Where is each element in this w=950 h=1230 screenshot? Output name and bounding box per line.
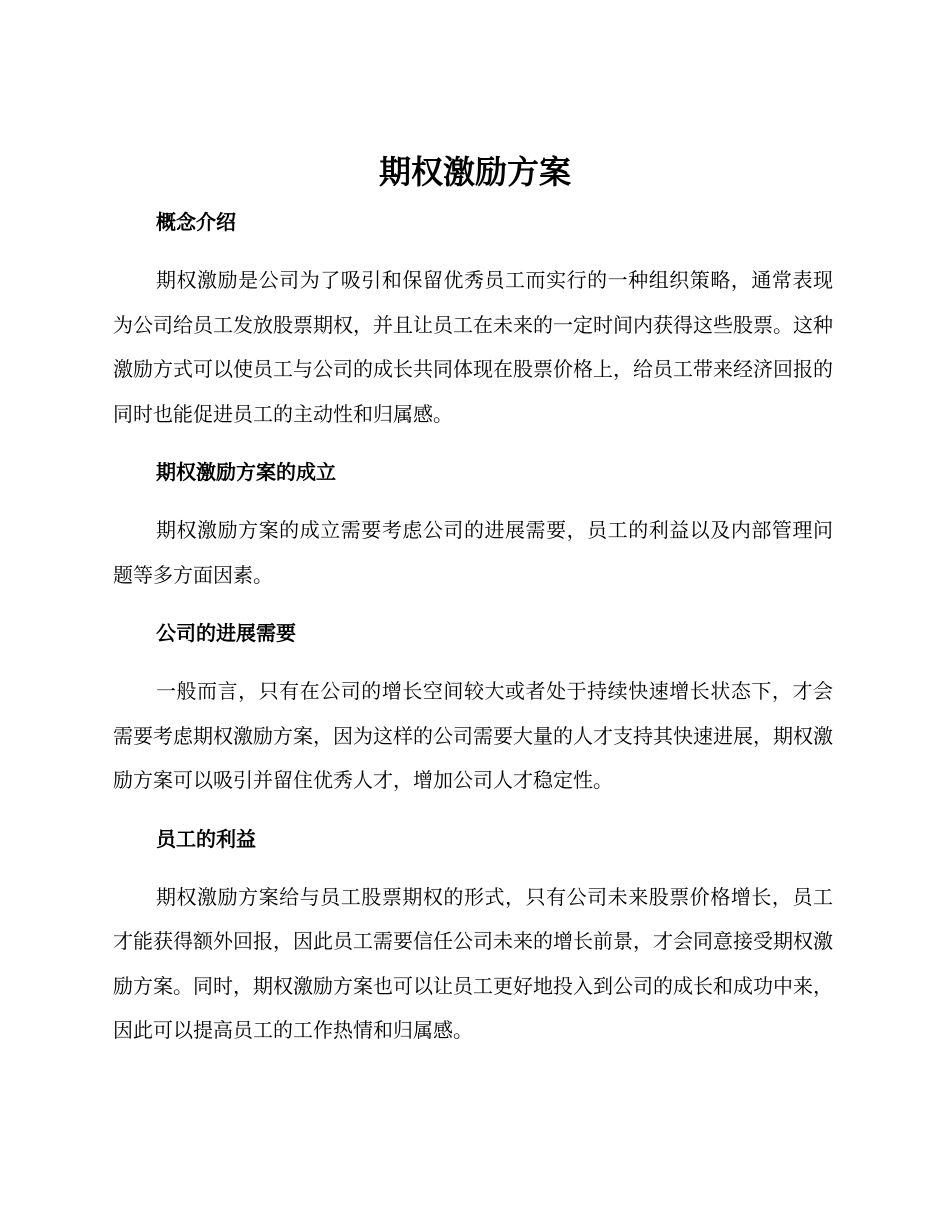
- section-body-establishment: 期权激励方案的成立需要考虑公司的进展需要，员工的利益以及内部管理问题等多方面因素。: [113, 518, 833, 587]
- document-content: [113, 200, 833, 1053]
- section-body-concept: 期权激励是公司为了吸引和保留优秀员工而实行的一种组织策略，通常表现为公司给员工发放股票期权，并且让员工在未来的一定时间内获得这些股票。这种激励方式可以使员工与公司的成长共同体现在股票价格上，给员工带来经济回报的同时也能促进员工的主动性和归属感。: [113, 268, 833, 426]
- section-body-company-needs: 一般而言，只有在公司的增长空间较大或者处于持续快速增长状态下，才会需要考虑期权激励方案，因为这样的公司需要大量的人才支持其快速进展，期权激励方案可以吸引并留住优秀人才，增加公司人才稳定性。: [113, 679, 833, 792]
- document-title: 期权激励方案: [378, 153, 571, 191]
- section-body-employee-interests: 期权激励方案给与员工股票期权的形式，只有公司未来股票价格增长，员工才能获得额外回报，因此员工需要信任公司未来的增长前景，才会同意接受期权激励方案。同时，期权激励方案也可以让员工更好地投入到公司的成长和成功中来，因此可以提高员工的工作热情和归属感。: [113, 884, 833, 1042]
- section-heading-concept: 概念介绍: [156, 210, 236, 234]
- section-heading-company-needs: 公司的进展需要: [156, 621, 296, 645]
- section-heading-employee-interests: 员工的利益: [156, 826, 256, 851]
- section-heading-establishment: 期权激励方案的成立: [156, 460, 336, 484]
